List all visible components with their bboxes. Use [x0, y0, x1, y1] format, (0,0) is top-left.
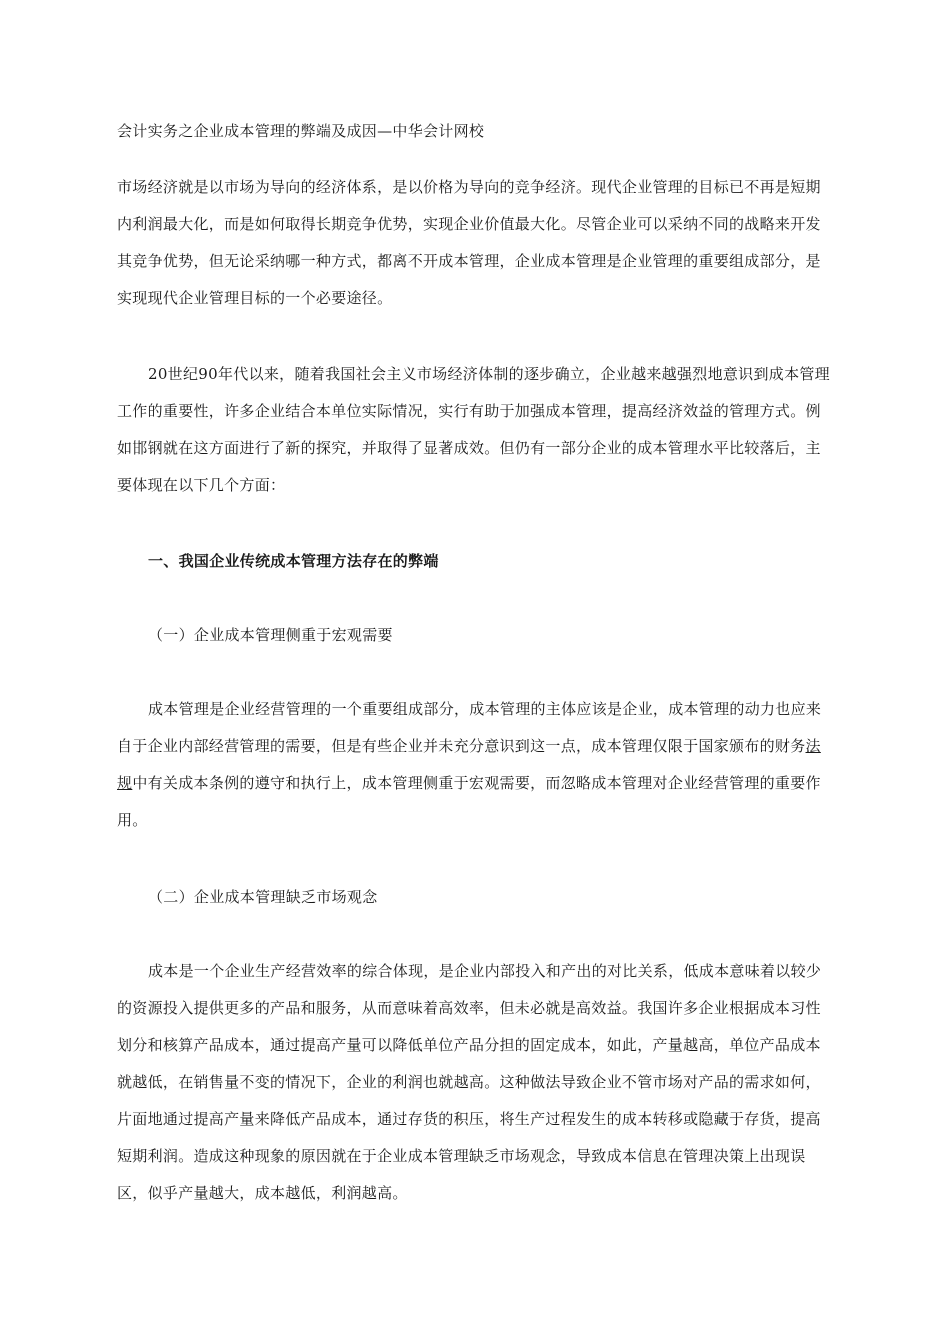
section-heading-1: 一、我国企业传统成本管理方法存在的弊端: [148, 552, 439, 570]
regulations-link[interactable]: 法规: [117, 737, 821, 792]
intro-paragraph: 市场经济就是以市场为导向的经济体系，是以价格为导向的竞争经济。现代企业管理的目标已不再是短期内利润最大化，而是如何取得长期竞争优势，实现企业价值最大化。尽管企业可以采纳不同的战略来开发其竞争优势，但无论采纳哪一种方式，都离不开成本管理，企业成本管理是企业管理的重要组成部分，是实现现代企业管理目标的一个必要途径。: [117, 178, 821, 307]
subsection-2-paragraph: 成本是一个企业生产经营效率的综合体现，是企业内部投入和产出的对比关系，低成本意味着以较少的资源投入提供更多的产品和服务，从而意味着高效率，但未必就是高效益。我国许多企业根据成本习性划分和核算产品成本，通过提高产量可以降低单位产品分担的固定成本，如此，产量越高，单位产品成本就越低，在销售量不变的情况下，企业的利润也就越高。这种做法导致企业不管市场对产品的需求如何，片面地通过提高产量来降低产品成本，通过存货的积压，将生产过程发生的成本转移或隐藏于存货，提高短期利润。造成这种现象的原因就在于企业成本管理缺乏市场观念，导致成本信息在管理决策上出现误区，似乎产量越大，成本越低，利润越高。: [117, 962, 822, 1202]
subsection-heading-2: （二）企业成本管理缺乏市场观念: [148, 888, 378, 906]
paragraph-text-before-link: 成本管理是企业经营管理的一个重要组成部分，成本管理的主体应该是企业，成本管理的动力也应来自于企业内部经营管理的需要，但是有些企业并未充分意识到这一点，成本管理仅限于国家颁布的财务: [117, 700, 822, 755]
document-title: 会计实务之企业成本管理的弊端及成因—中华会计网校: [117, 122, 485, 140]
subsection-1-paragraph: [117, 691, 835, 839]
subsection-heading-1: （一）企业成本管理侧重于宏观需要: [148, 626, 393, 644]
background-paragraph: 20世纪90年代以来，随着我国社会主义市场经济体制的逐步确立，企业越来越强烈地意识到成本管理工作的重要性，许多企业结合本单位实际情况，实行有助于加强成本管理，提高经济效益的管理方式。例如邯钢就在这方面进行了新的探究，并取得了显著成效。但仍有一部分企业的成本管理水平比较落后，主要体现在以下几个方面：: [117, 365, 830, 494]
paragraph-text-after-link: 中有关成本条例的遵守和执行上，成本管理侧重于宏观需要，而忽略成本管理对企业经营管理的重要作用。: [117, 774, 821, 829]
